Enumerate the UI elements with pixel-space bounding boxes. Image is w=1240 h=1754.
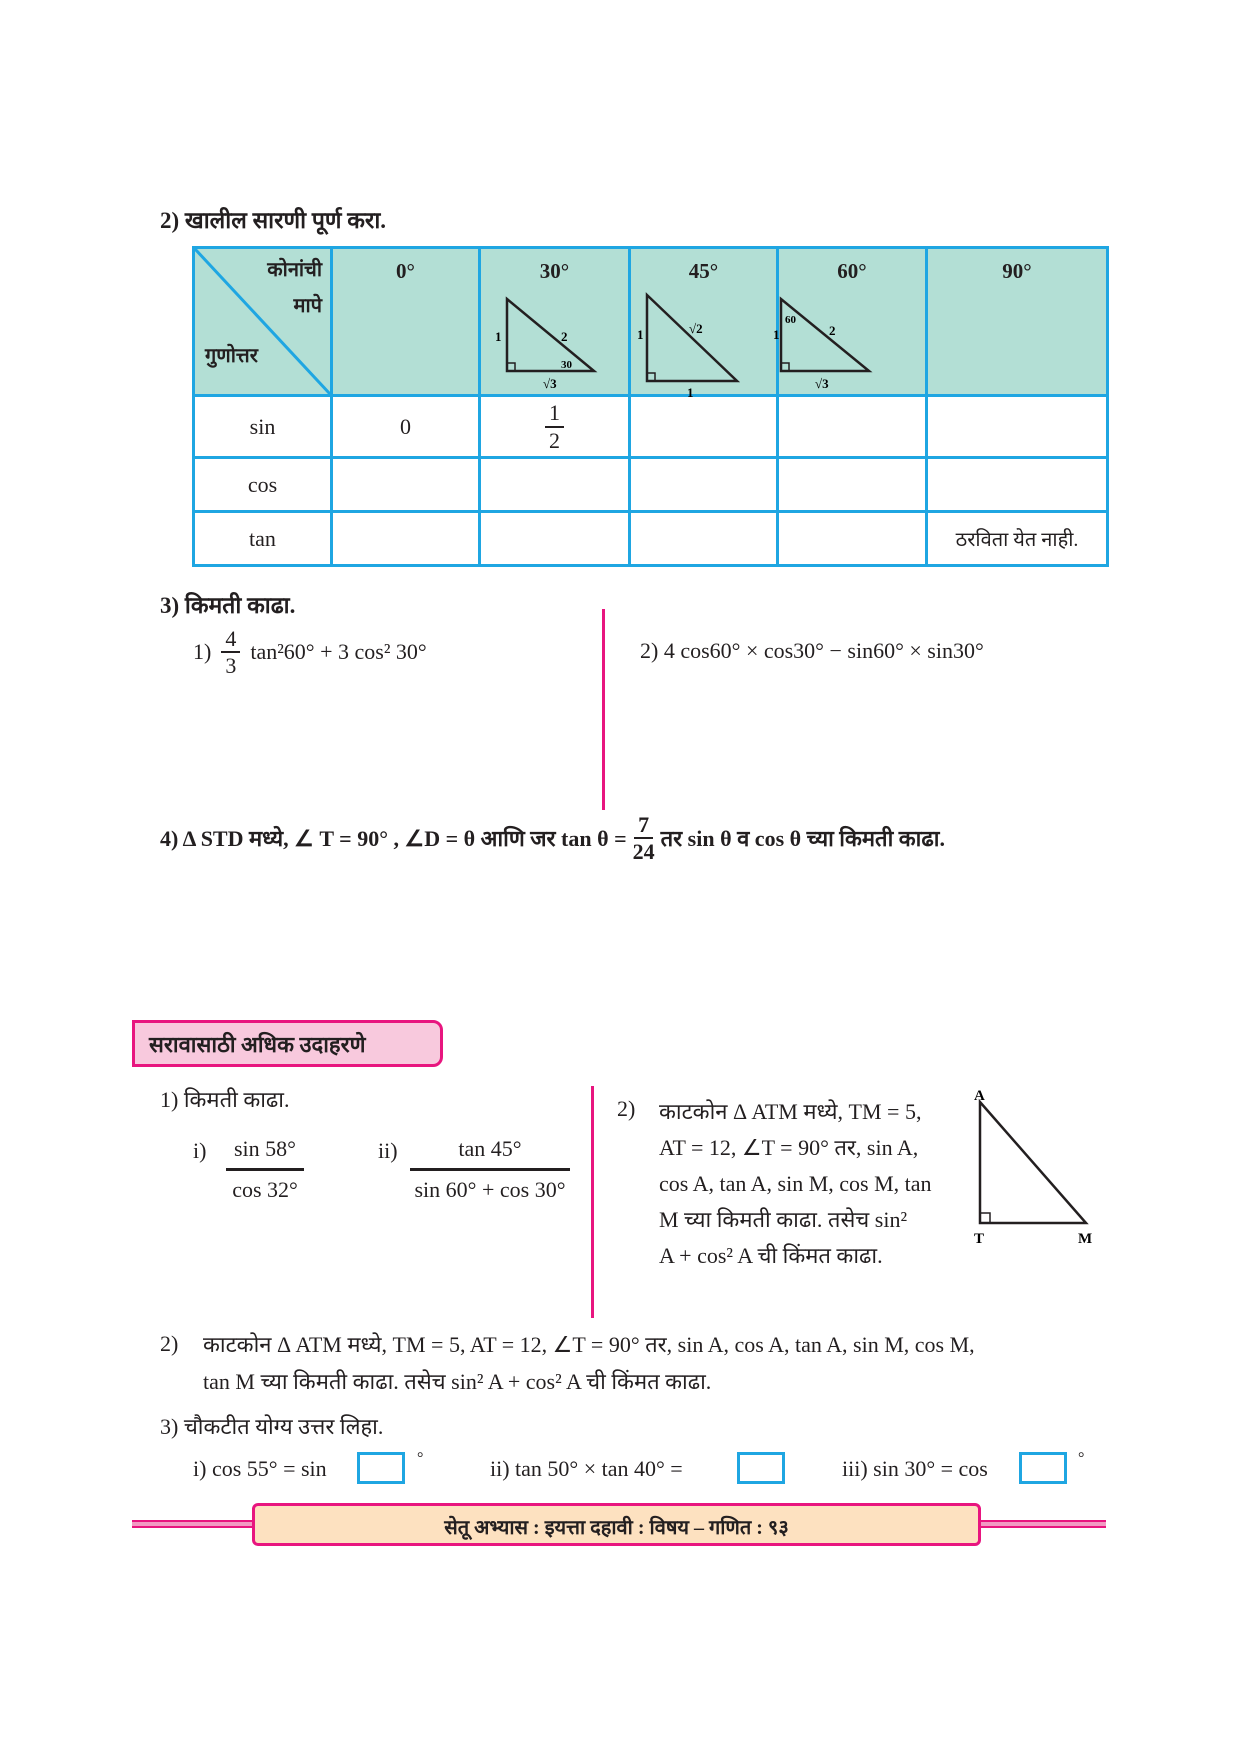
svg-text:1: 1 <box>687 385 694 400</box>
cell: ठरविता येत नाही. <box>927 512 1108 566</box>
practice-title-box: सरावासाठी अधिक उदाहरणे <box>132 1020 443 1067</box>
angle-30: 30° 1 2 30 √3 <box>480 248 630 396</box>
q3-problem-2: 2) 4 cos60° × cos30° − sin60° × sin30° <box>640 638 984 663</box>
cell <box>778 458 927 512</box>
practice-q1-heading: 1) किमती काढा. <box>160 1087 290 1112</box>
q4-question: 4) Δ STD मध्ये, ∠ T = 90° , ∠D = θ आणि जर tan θ = $\frac{7}{24}$ तर sin θ व cos θ च्या किमती काढा. <box>160 812 945 865</box>
row-label: cos <box>194 458 332 512</box>
practice-q1-i-label: i) <box>193 1138 207 1163</box>
degree-symbol: ° <box>1078 1450 1085 1467</box>
triangle-atm-diagram <box>960 1088 1100 1248</box>
q3-problem-1: 1) $\frac{4}{3}$ tan²60° + 3 cos² 30° <box>193 626 427 679</box>
practice-q2-right-num: 2) <box>617 1096 636 1121</box>
cell <box>630 512 778 566</box>
svg-text:1: 1 <box>637 327 644 342</box>
practice-q2-line2: tan M च्या किमती काढा. तसेच sin² A + cos² A ची किंमत काढा. <box>203 1369 712 1394</box>
svg-text:√3: √3 <box>815 376 829 391</box>
cell <box>630 396 778 458</box>
triangle-30-diagram <box>481 291 631 391</box>
cell <box>778 396 927 458</box>
answer-box-ii[interactable] <box>737 1452 785 1484</box>
practice-q3-i: i) cos 55° = sin <box>193 1456 327 1481</box>
divider-line <box>602 609 605 810</box>
svg-text:√2: √2 <box>689 321 703 336</box>
practice-q2-right-text: काटकोन Δ ATM मध्ये, TM = 5, AT = 12, ∠T = 90° तर, sin A, cos A, tan A, sin M, cos M, tan M च्या किमती काढा. तसेच sin² A + cos² A ची किंमत काढा. <box>659 1099 932 1268</box>
practice-q3-ii: ii) tan 50° × tan 40° = <box>490 1456 683 1481</box>
cell <box>332 458 480 512</box>
practice-q2-num: 2) <box>160 1331 179 1356</box>
cell <box>332 512 480 566</box>
svg-text:30: 30 <box>561 359 572 371</box>
degree-symbol: ° <box>417 1450 424 1467</box>
cell <box>927 396 1108 458</box>
practice-q3-iii: iii) sin 30° = cos <box>842 1456 988 1481</box>
angle-45: 45° 1 √2 1 <box>630 248 778 396</box>
q2-heading: 2) खालील सारणी पूर्ण करा. <box>160 208 387 233</box>
footer-box: सेतू अभ्यास : इयत्ता दहावी : विषय – गणित : ९३ <box>252 1503 981 1546</box>
triangle-45-diagram <box>631 291 779 400</box>
divider-line-2 <box>591 1086 594 1318</box>
q3-heading: 3) किमती काढा. <box>160 593 296 618</box>
cell: 0 <box>332 396 480 458</box>
table-row-cos <box>194 458 1108 512</box>
table-row-sin <box>194 396 1108 458</box>
row-label: tan <box>194 512 332 566</box>
svg-text:2: 2 <box>561 329 568 344</box>
table-header-row <box>194 248 1108 396</box>
practice-q1-ii-fraction: tan 45° sin 60° + cos 30° <box>410 1136 570 1203</box>
practice-q1-i-fraction: sin 58° cos 32° <box>226 1136 304 1203</box>
svg-text:√3: √3 <box>543 376 557 391</box>
cell <box>927 458 1108 512</box>
svg-text:1: 1 <box>495 329 502 344</box>
cell <box>630 458 778 512</box>
svg-text:T: T <box>974 1231 985 1247</box>
svg-text:2: 2 <box>829 323 836 338</box>
corner-cell <box>194 248 332 396</box>
svg-text:1: 1 <box>773 327 780 342</box>
cell <box>778 512 927 566</box>
answer-box-iii[interactable] <box>1019 1452 1067 1484</box>
corner-bottom: गुणोत्तर <box>205 345 258 367</box>
practice-q2-line1: काटकोन Δ ATM मध्ये, TM = 5, AT = 12, ∠T = 90° तर, sin A, cos A, tan A, sin M, cos M, <box>203 1332 975 1357</box>
practice-q3-heading: 3) चौकटीत योग्य उत्तर लिहा. <box>160 1414 384 1439</box>
trig-table <box>192 246 1109 567</box>
svg-text:60: 60 <box>785 314 796 326</box>
angle-90: 90° <box>927 248 1108 396</box>
triangle-60-diagram <box>773 291 928 391</box>
row-label: sin <box>194 396 332 458</box>
practice-q1-ii-label: ii) <box>378 1138 398 1163</box>
corner-top: कोनांची <box>267 259 322 281</box>
cell <box>480 458 630 512</box>
table-row-tan <box>194 512 1108 566</box>
angle-0: 0° <box>332 248 480 396</box>
angle-60: 60° 1 60 2 √3 <box>778 248 927 396</box>
corner-middle: मापे <box>293 295 322 317</box>
cell <box>480 512 630 566</box>
svg-text:A: A <box>974 1088 985 1104</box>
cell-fraction: $\frac{1}{2}$ <box>480 396 630 458</box>
answer-box-i[interactable] <box>357 1452 405 1484</box>
svg-text:M: M <box>1078 1231 1093 1247</box>
